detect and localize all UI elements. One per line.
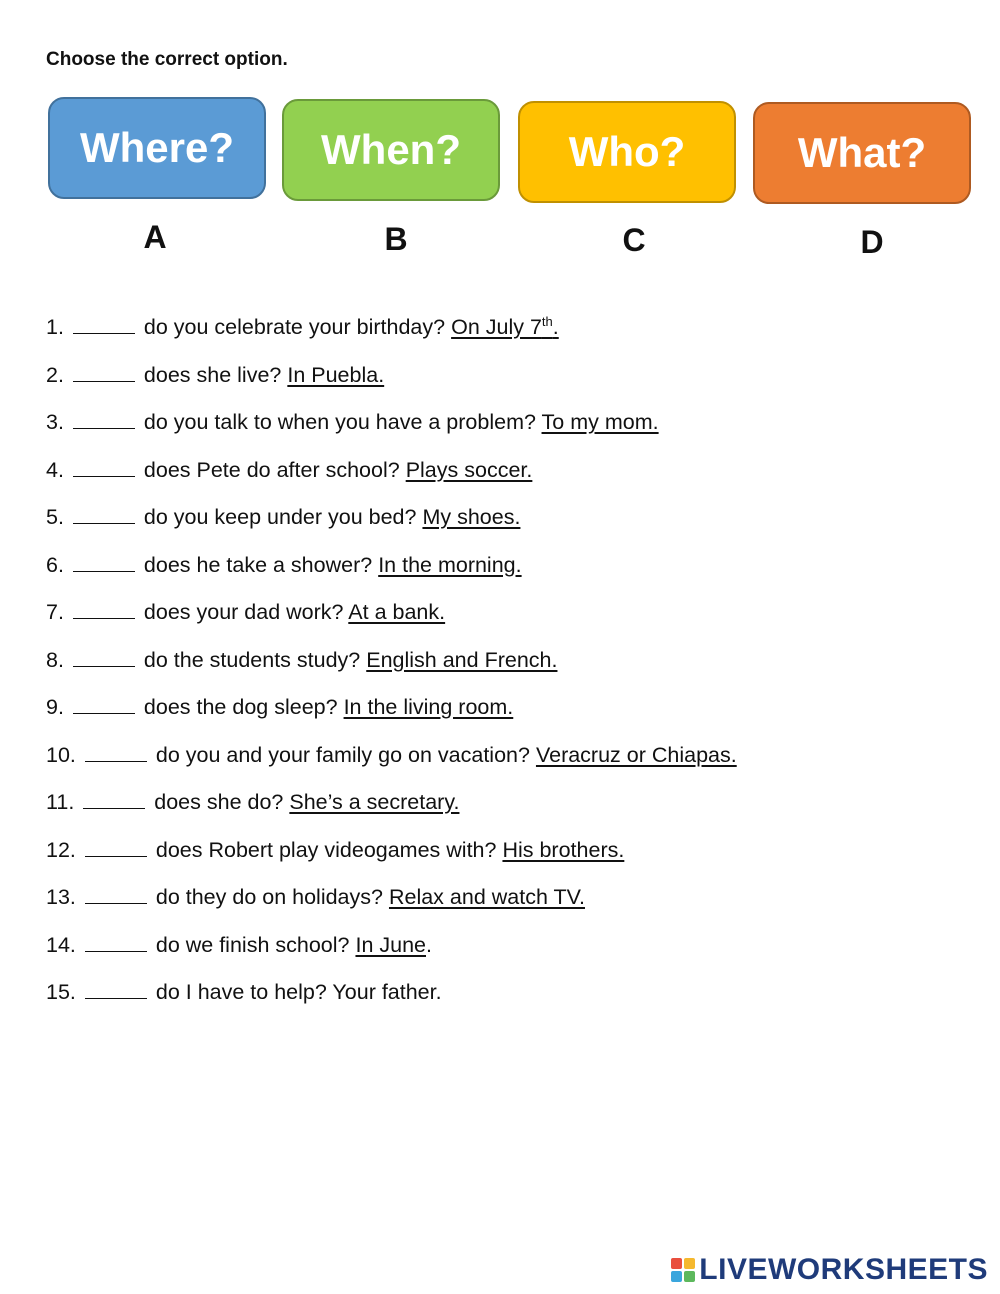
question-item [46,643,737,691]
question-text: does she do? [154,790,284,814]
given-answer: His brothers. [502,837,625,862]
given-answer: Veracruz or Chiapas. [535,742,737,767]
question-number: 1. [46,315,64,339]
question-number: 10. [46,742,76,767]
answer-blank[interactable] [85,978,147,999]
question-item [46,928,737,976]
given-answer: In the morning. [378,552,522,577]
question-item [46,785,737,833]
given-answer: She’s a secretary. [289,790,460,814]
given-answer: English and French. [366,647,558,672]
question-text: do the students study? [143,647,361,672]
question-text: do you keep under you bed? [143,505,417,529]
question-item [46,738,737,786]
question-item [46,358,737,406]
option-what-button[interactable]: What? [753,102,971,204]
given-answer: In June [355,932,426,957]
question-number: 2. [46,362,64,387]
question-number: 11. [46,790,75,814]
question-text: do they do on holidays? [155,885,383,909]
question-item [46,548,737,596]
question-item [46,405,737,453]
instruction-heading: Choose the correct option. [46,49,288,70]
question-item [46,880,737,928]
option-letter-d: D [860,224,884,260]
given-answer: In Puebla. [287,362,385,387]
option-letter-b: B [384,221,408,257]
given-answer: Plays soccer. [405,457,533,482]
question-number: 3. [46,410,64,434]
question-text: does he take a shower? [143,552,373,577]
question-text: do you celebrate your birthday? [143,315,446,339]
answer-blank[interactable] [73,313,135,334]
question-text: do I have to help? [155,980,327,1004]
question-text: does Pete do after school? [143,457,400,482]
question-text: does the dog sleep? [143,695,338,719]
question-number: 4. [46,457,64,482]
answer-period: . [426,932,432,957]
given-answer: At a bank. [348,600,446,624]
answer-blank[interactable] [85,883,147,904]
question-item [46,310,737,358]
given-answer: On July 7th. [451,313,559,339]
question-number: 9. [46,695,64,719]
question-number: 14. [46,932,76,957]
question-text: do you and your family go on vacation? [155,742,530,767]
answer-blank[interactable] [73,503,135,524]
question-number: 15. [46,980,76,1004]
answer-blank[interactable] [73,551,135,572]
given-answer: My shoes. [422,505,521,529]
question-text: does your dad work? [143,600,344,624]
question-list [46,310,737,1023]
answer-blank[interactable] [73,408,135,429]
liveworksheets-logo-icon [671,1258,695,1282]
question-item [46,690,737,738]
option-letter-a: A [143,219,167,255]
question-number: 7. [46,600,64,624]
question-item [46,500,737,548]
question-text: do you talk to when you have a problem? [143,410,536,434]
option-letter-c: C [622,222,646,258]
question-number: 8. [46,647,64,672]
answer-blank[interactable] [73,693,135,714]
question-text: do we finish school? [155,932,350,957]
question-text: does she live? [143,362,282,387]
option-when-button[interactable]: When? [282,99,500,201]
given-answer: Your father. [332,980,442,1004]
given-answer: In the living room. [343,695,514,719]
question-number: 5. [46,505,64,529]
question-number: 13. [46,885,76,909]
question-number: 12. [46,837,76,862]
question-item [46,453,737,501]
answer-blank[interactable] [85,836,147,857]
answer-blank[interactable] [73,646,135,667]
answer-blank[interactable] [85,931,147,952]
given-answer: To my mom. [541,410,659,434]
answer-blank[interactable] [73,456,135,477]
brand-name: LIVEWORKSHEETS [699,1253,988,1286]
answer-blank[interactable] [85,741,147,762]
answer-blank[interactable] [83,788,145,809]
answer-blank[interactable] [73,361,135,382]
question-item [46,595,737,643]
given-answer: Relax and watch TV. [388,885,585,909]
option-where-button[interactable]: Where? [48,97,266,199]
liveworksheets-brand[interactable] [671,1253,988,1287]
question-item [46,833,737,881]
question-item [46,975,737,1023]
question-text: does Robert play videogames with? [155,837,497,862]
question-number: 6. [46,552,64,577]
answer-blank[interactable] [73,598,135,619]
option-who-button[interactable]: Who? [518,101,736,203]
